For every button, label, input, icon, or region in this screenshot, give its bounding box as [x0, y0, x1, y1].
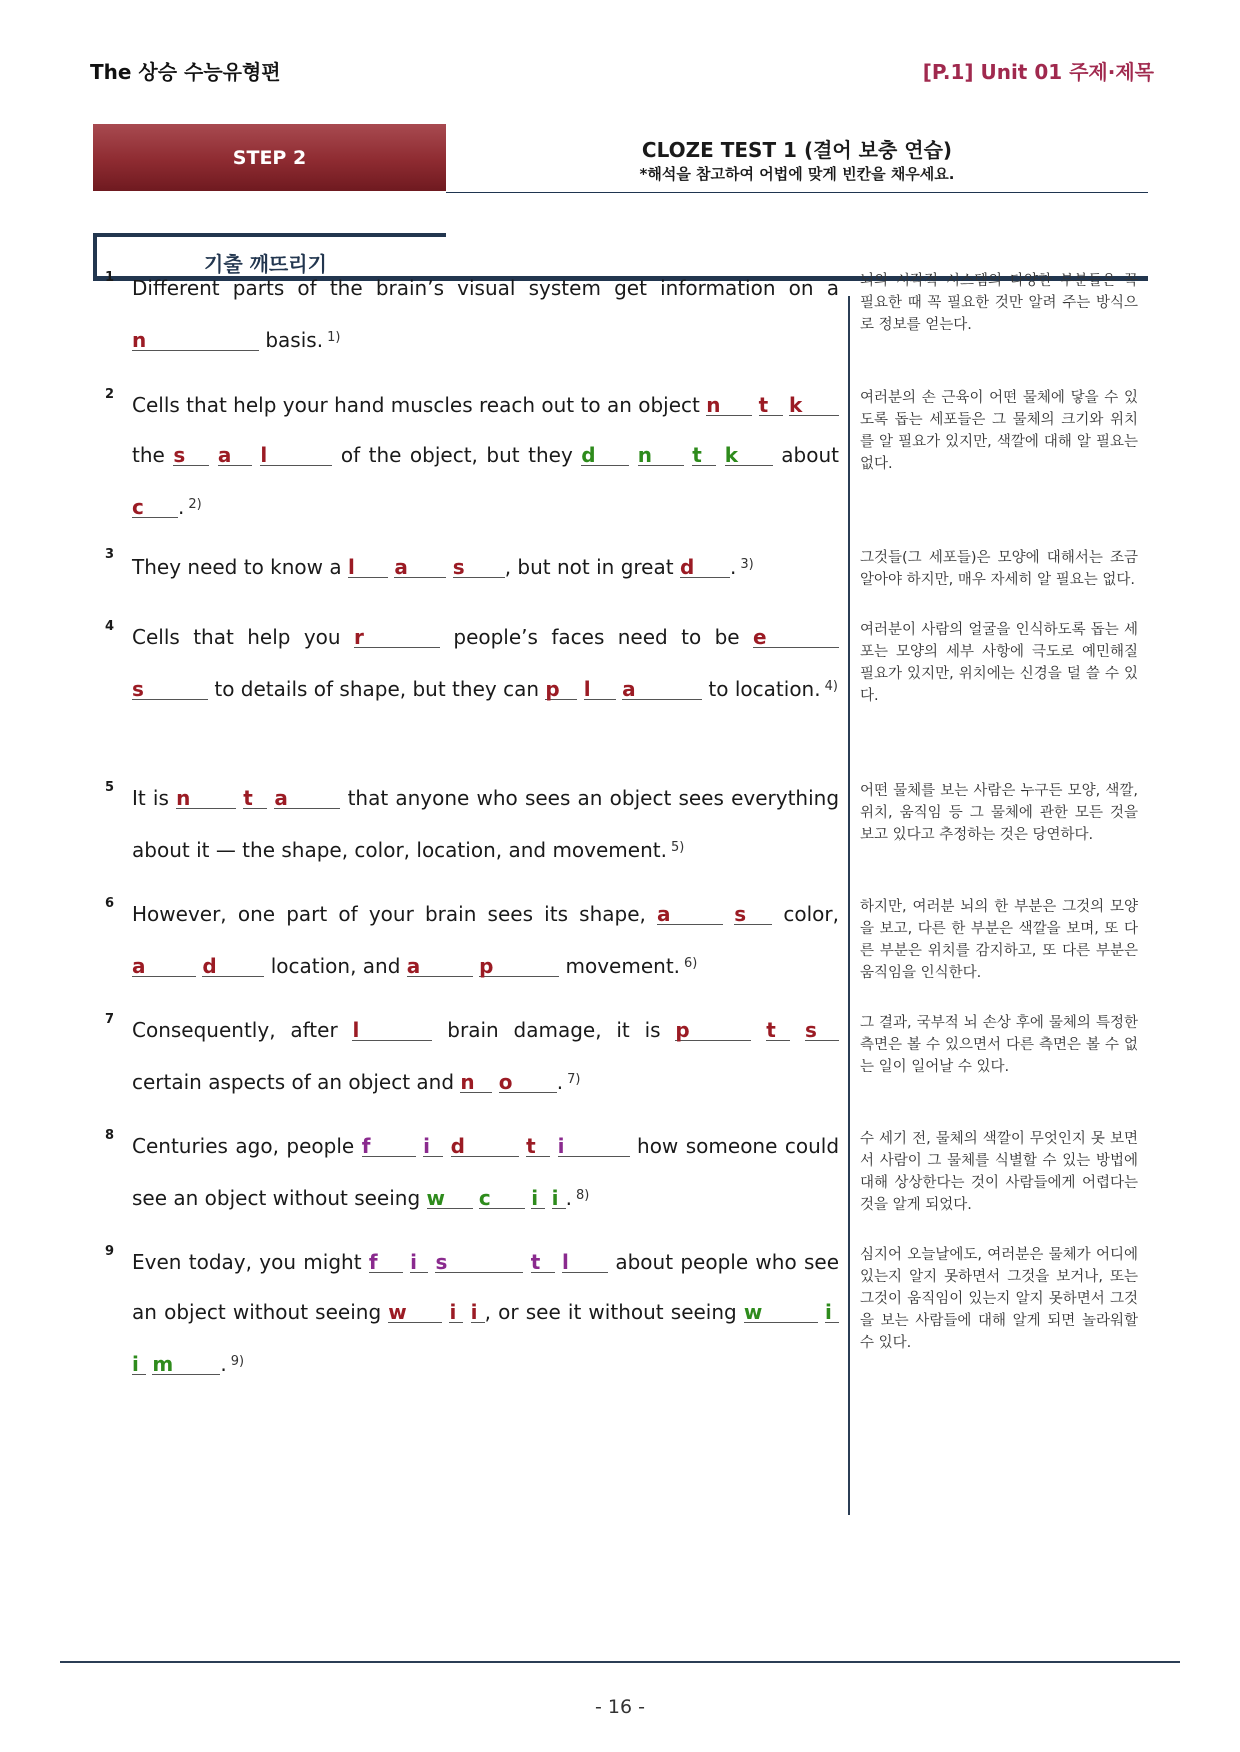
blank-field[interactable]: o	[499, 1072, 557, 1093]
blank-field[interactable]: l	[562, 1252, 608, 1273]
blank-field[interactable]: c	[132, 497, 178, 518]
book-title: The 상승 수능유형편	[90, 60, 281, 84]
page-number: - 16 -	[595, 1696, 645, 1718]
korean-translation: 뇌의 시각적 시스템의 다양한 부분들은 꼭 필요한 때 꼭 필요한 것만 알려 주는 방식으로 정보를 얻는다.	[860, 273, 1138, 333]
english-sentence: Cells that help you r people’s faces need to be e s to details of shape, but they can p l a to location. $^{4)}$	[132, 625, 838, 701]
blank-field[interactable]: d	[581, 445, 629, 466]
blank-field[interactable]: w	[388, 1302, 442, 1323]
cloze-title: CLOZE TEST 1 (결어 보충 연습)	[641, 138, 953, 162]
item-number: 1	[105, 270, 115, 285]
blank-field[interactable]: d	[451, 1136, 519, 1157]
step-badge: STEP 2	[93, 124, 446, 191]
blank-field[interactable]: m	[152, 1354, 220, 1375]
blank-field[interactable]: i	[449, 1302, 463, 1323]
footnote-marker: 3)	[740, 557, 754, 572]
item-number: 8	[105, 1128, 115, 1143]
blank-field[interactable]: a	[407, 956, 473, 977]
item-number: 5	[105, 780, 115, 795]
blank-field[interactable]: n	[706, 395, 752, 416]
blank-field[interactable]: l	[352, 1020, 432, 1041]
blank-field[interactable]: a	[657, 904, 723, 925]
footnote-marker: 8)	[575, 1188, 590, 1203]
korean-translation: 그것들(그 세포들)은 모양에 대해서는 조금 알아야 하지만, 매우 자세히 알 필요는 없다.	[860, 550, 1138, 588]
blank-field[interactable]: n	[176, 788, 236, 809]
item-number: 6	[105, 896, 115, 911]
blank-field[interactable]: s	[173, 445, 209, 466]
blank-field[interactable]: f	[362, 1136, 416, 1157]
blank-field[interactable]: l	[584, 679, 616, 700]
blank-field[interactable]: t	[766, 1020, 790, 1041]
blank-field[interactable]: t	[526, 1136, 550, 1157]
footnote-marker: 5)	[670, 840, 685, 855]
footnote-marker: 6)	[684, 956, 698, 971]
blank-field[interactable]: p	[675, 1020, 751, 1041]
blank-field[interactable]: d	[680, 557, 730, 578]
cloze-instructions: *해석을 참고하여 어법에 맞게 빈칸을 채우세요.	[639, 165, 955, 183]
blank-field[interactable]: a	[394, 557, 446, 578]
english-sentence: Different parts of the brain’s visual system get information on a n basis. $^{1)}$	[132, 276, 839, 352]
blank-field[interactable]: w	[427, 1188, 473, 1209]
blank-field[interactable]: s	[805, 1020, 839, 1041]
footnote-marker: 7)	[567, 1072, 581, 1087]
footnote-marker: 1)	[327, 330, 341, 345]
blank-field[interactable]: f	[369, 1252, 403, 1273]
blank-field[interactable]: n	[132, 330, 259, 351]
blank-field[interactable]: s	[453, 557, 505, 578]
blank-field[interactable]: k	[725, 445, 773, 466]
korean-translation: 심지어 오늘날에도, 여러분은 물체가 어디에 있는지 알지 못하면서 그것을 보거나, 또는 그것이 움직임이 있는지 알지 못하면서 그것을 보는 사람들에 대해 알게 되면 놀라워할 수 있다.	[860, 1247, 1138, 1351]
blank-field[interactable]: s	[435, 1252, 523, 1273]
english-sentence: It is n t a that anyone who sees an object sees everything about it — the shape, color, location, and movement. $^{5)}$	[132, 786, 840, 862]
korean-translation: 수 세기 전, 물체의 색깔이 무엇인지 못 보면서 사람이 그 물체를 식별할 수 있는 방법에 대해 상상한다는 것이 사람들에게 어렵다는 것을 알게 되었다.	[860, 1131, 1138, 1213]
blank-field[interactable]: i	[552, 1188, 566, 1209]
english-sentence: Even today, you might f i s t l about people who see an object without seeing w i i , or see it without seeing w i i m . $^{9)}$	[132, 1250, 840, 1376]
item-number: 2	[105, 387, 115, 402]
header-divider	[446, 192, 1148, 193]
footnote-marker: 4)	[824, 679, 838, 694]
english-sentence: They need to know a l a s , but not in great d . $^{3)}$	[132, 555, 754, 579]
english-sentence: Centuries ago, people f i d t i how someone could see an object without seeing w c i i . $^{8)}$	[132, 1134, 840, 1210]
korean-translation: 여러분의 손 근육이 어떤 물체에 닿을 수 있도록 돕는 세포들은 그 물체의 크기와 위치를 알 필요가 있지만, 색깔에 대해 알 필요는 없다.	[860, 390, 1138, 472]
blank-field[interactable]: a	[274, 788, 340, 809]
blank-field[interactable]: l	[260, 445, 332, 466]
blank-field[interactable]: k	[789, 395, 839, 416]
item-number: 7	[105, 1012, 115, 1027]
footnote-marker: 9)	[230, 1354, 245, 1369]
korean-translation: 그 결과, 국부적 뇌 손상 후에 물체의 특정한 측면은 볼 수 있으면서 다른 측면은 볼 수 없는 일이 일어날 수 있다.	[860, 1015, 1138, 1075]
blank-field[interactable]: c	[479, 1188, 525, 1209]
blank-field[interactable]: i	[410, 1252, 428, 1273]
blank-field[interactable]: r	[354, 627, 440, 648]
korean-translation: 여러분이 사람의 얼굴을 인식하도록 돕는 세포는 모양의 세부 사항에 극도로 예민해질 필요가 있지만, 위치에는 신경을 덜 쓸 수 있다.	[860, 622, 1138, 704]
blank-field[interactable]: t	[759, 395, 783, 416]
item-number: 4	[105, 619, 115, 634]
unit-label: [P.1] Unit 01 주제·제목	[922, 60, 1154, 84]
blank-field[interactable]: i	[531, 1188, 545, 1209]
footer-divider	[60, 1661, 1180, 1663]
blank-field[interactable]: a	[218, 445, 252, 466]
blank-field[interactable]: i	[132, 1354, 146, 1375]
blank-field[interactable]: w	[744, 1302, 818, 1323]
blank-field[interactable]: p	[545, 679, 577, 700]
blank-field[interactable]: d	[202, 956, 264, 977]
column-divider	[848, 296, 850, 1515]
blank-field[interactable]: a	[622, 679, 702, 700]
english-sentence: However, one part of your brain sees its shape, a s color, a d location, and a p movement. $^{6)}$	[132, 902, 839, 978]
blank-field[interactable]: s	[132, 679, 208, 700]
blank-field[interactable]: t	[531, 1252, 555, 1273]
blank-field[interactable]: i	[825, 1302, 839, 1323]
blank-field[interactable]: t	[692, 445, 716, 466]
footnote-marker: 2)	[188, 497, 202, 512]
english-sentence: Consequently, after l brain damage, it is p t s certain aspects of an object and n o . $^{7)}$	[132, 1005, 839, 1107]
item-number: 9	[105, 1244, 115, 1259]
blank-field[interactable]: i	[471, 1302, 485, 1323]
blank-field[interactable]: t	[243, 788, 267, 809]
blank-field[interactable]: i	[558, 1136, 630, 1157]
blank-field[interactable]: s	[734, 904, 772, 925]
english-sentence: Cells that help your hand muscles reach out to an object n t k the s a l of the object, but they d n t k about c . $^{2)}$	[132, 393, 840, 519]
blank-field[interactable]: n	[638, 445, 684, 466]
blank-field[interactable]: l	[348, 557, 388, 578]
section-title: 기출 깨뜨리기	[204, 252, 327, 276]
korean-translation: 어떤 물체를 보는 사람은 누구든 모양, 색깔, 위치, 움직임 등 그 물체에 관한 모든 것을 보고 있다고 추정하는 것은 당연하다.	[860, 783, 1138, 843]
blank-field[interactable]: i	[423, 1136, 443, 1157]
item-number: 3	[105, 547, 115, 562]
blank-field[interactable]: n	[460, 1072, 492, 1093]
korean-translation: 하지만, 여러분 뇌의 한 부분은 그것의 모양을 보고, 다른 한 부분은 색깔을 보며, 또 다른 부분은 위치를 감지하고, 또 다른 부분은 움직임을 인식한다.	[860, 899, 1138, 981]
blank-field[interactable]: p	[479, 956, 559, 977]
blank-field[interactable]: a	[132, 956, 196, 977]
blank-field[interactable]: e	[753, 627, 839, 648]
